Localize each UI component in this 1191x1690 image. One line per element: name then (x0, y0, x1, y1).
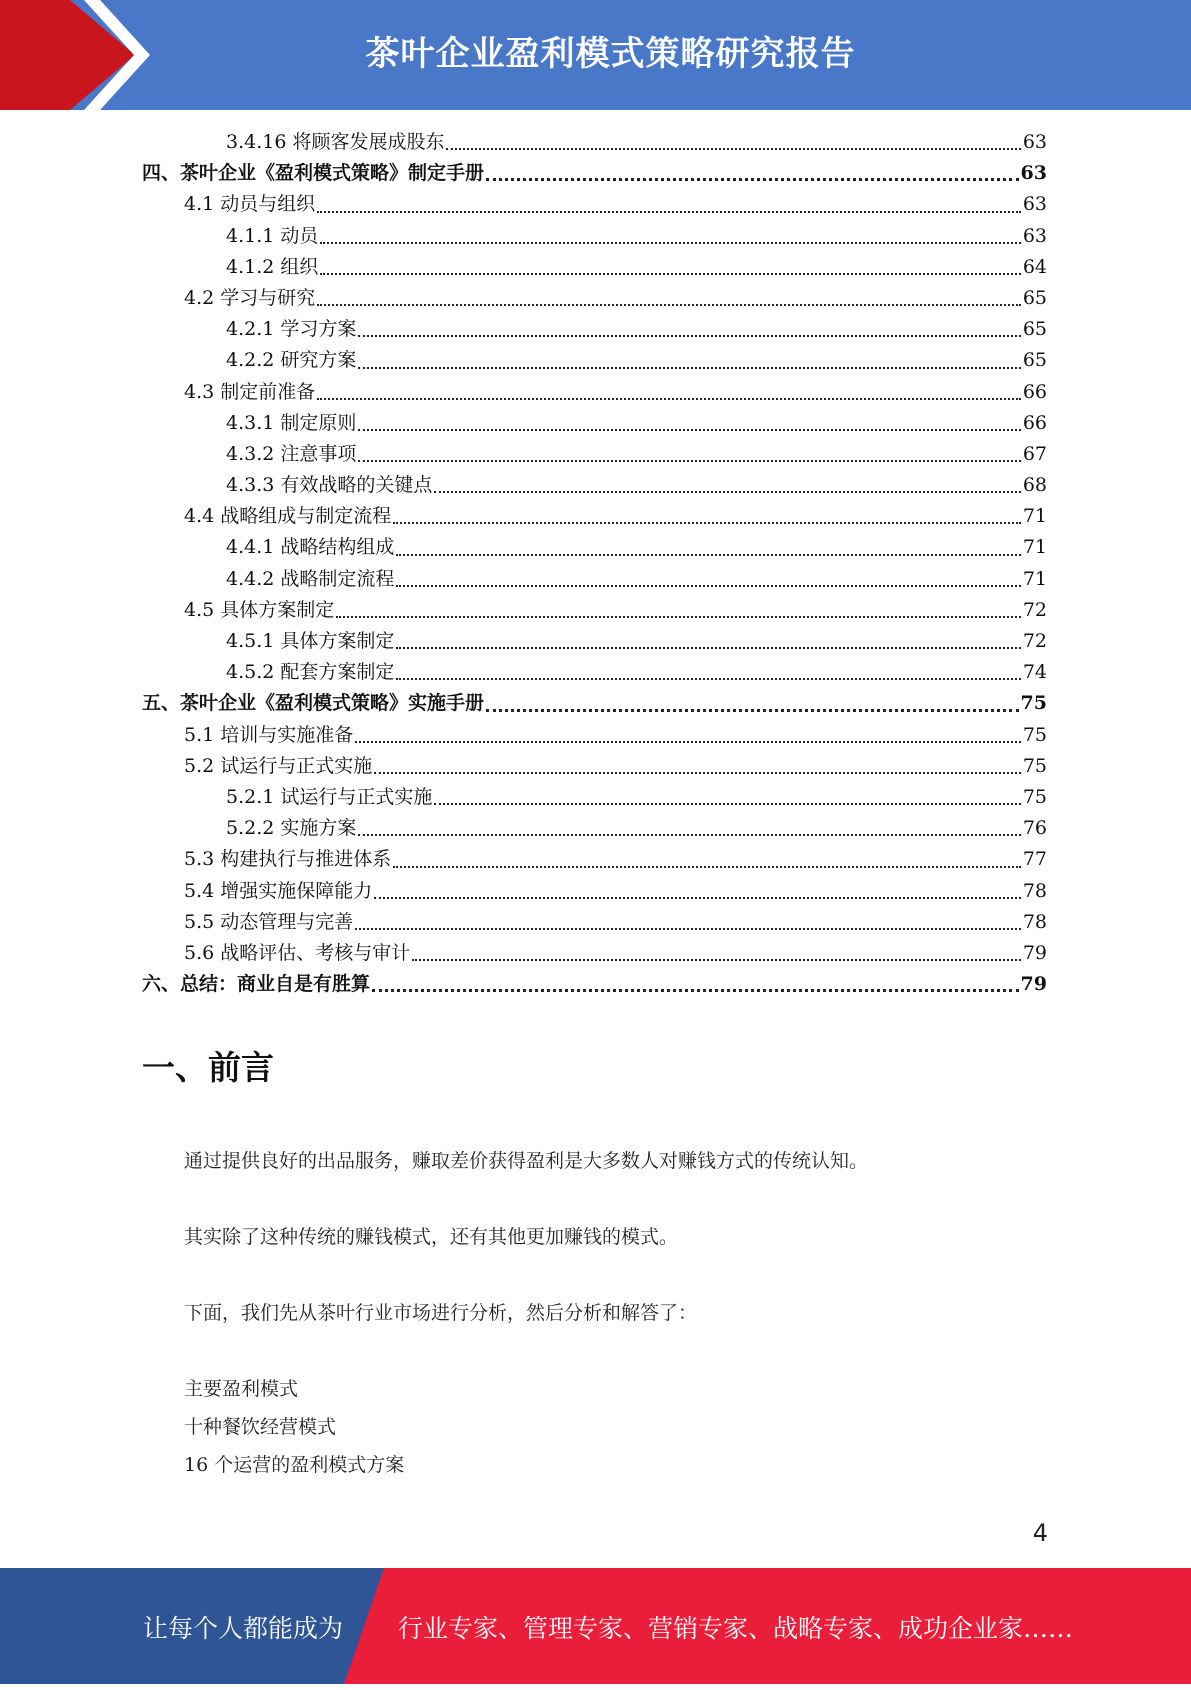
toc-entry-title: 3.4.16 将顾客发展成股东 (226, 131, 445, 153)
toc-page-number: 66 (1022, 380, 1047, 403)
toc-page-number: 63 (1022, 193, 1047, 216)
list-item: 十种餐饮经营模式 (184, 1416, 337, 1438)
toc-page-number: 66 (1022, 411, 1047, 434)
toc-entry-title: 5.4 增强实施保障能力 (184, 879, 373, 902)
toc-page-number: 68 (1022, 474, 1047, 497)
toc-entry-title: 4.4.2 战略制定流程 (226, 567, 395, 590)
toc-entry-title: 五、茶叶企业《盈利模式策略》实施手册 (142, 692, 485, 715)
toc-page-number: 74 (1022, 661, 1047, 684)
toc-dot-leader (434, 803, 1020, 805)
toc-entry-title: 4.4 战略组成与制定流程 (184, 505, 392, 528)
toc-entry[interactable] (142, 564, 1047, 595)
toc-dot-leader (355, 928, 1021, 930)
toc-page-number: 75 (1022, 723, 1047, 746)
toc-page-number: 64 (1022, 255, 1047, 278)
toc-page-number: 65 (1022, 286, 1047, 309)
toc-dot-leader (320, 242, 1020, 244)
toc-dot-leader (336, 616, 1021, 618)
toc-dot-leader (372, 989, 1019, 992)
toc-entry-title: 4.3 制定前准备 (184, 380, 316, 403)
toc-entry-title: 5.2.1 试运行与正式实施 (226, 785, 433, 808)
toc-entry[interactable] (142, 408, 1047, 439)
toc-entry[interactable] (142, 439, 1047, 470)
toc-entry[interactable] (142, 969, 1047, 1000)
toc-entry-title: 4.2.1 学习方案 (226, 318, 357, 341)
toc-entry[interactable] (142, 626, 1047, 657)
header-title: 茶叶企业盈利模式策略研究报告 (365, 34, 856, 74)
toc-dot-leader (434, 491, 1020, 493)
toc-page-number: 79 (1020, 973, 1047, 996)
toc-dot-leader (374, 897, 1021, 899)
toc-page-number: 76 (1022, 817, 1047, 840)
toc-entry[interactable] (142, 283, 1047, 314)
toc-dot-leader (317, 398, 1021, 400)
toc-entry-title: 4.5.1 具体方案制定 (226, 630, 395, 652)
footer-slogan-left: 让每个人都能成为 (143, 1614, 344, 1643)
toc-page-number: 75 (1022, 785, 1047, 808)
toc-dot-leader (317, 304, 1021, 306)
toc-entry[interactable] (142, 532, 1047, 563)
toc-dot-leader (486, 709, 1019, 712)
toc-entry-title: 4.3.3 有效战略的关键点 (226, 474, 433, 497)
toc-entry-title: 四、茶叶企业《盈利模式策略》制定手册 (142, 162, 485, 185)
toc-entry[interactable] (142, 907, 1047, 938)
body-paragraph: 通过提供良好的出品服务，赚取差价获得盈利是大多数人对赚钱方式的传统认知。 (184, 1150, 869, 1172)
toc-entry[interactable] (142, 782, 1047, 813)
footer-band (0, 1568, 1191, 1684)
table-of-contents (142, 127, 1047, 1000)
toc-dot-leader (446, 148, 1020, 150)
toc-page-number: 67 (1022, 442, 1047, 465)
toc-entry-title: 4.5 具体方案制定 (184, 598, 335, 621)
toc-dot-leader (393, 866, 1021, 868)
toc-dot-leader (412, 959, 1021, 961)
toc-entry[interactable] (142, 876, 1047, 907)
toc-entry-title: 六、总结：商业自是有胜算 (142, 973, 371, 996)
toc-page-number: 79 (1022, 941, 1047, 964)
toc-page-number: 71 (1022, 567, 1047, 590)
toc-page-number: 78 (1022, 879, 1047, 902)
toc-entry[interactable] (142, 377, 1047, 408)
toc-entry-title: 4.2.2 研究方案 (226, 349, 357, 372)
toc-page-number: 78 (1022, 910, 1047, 933)
toc-entry-title: 5.6 战略评估、考核与审计 (184, 941, 411, 964)
toc-page-number: 77 (1022, 848, 1047, 871)
toc-dot-leader (396, 678, 1020, 680)
toc-page-number: 72 (1022, 598, 1047, 621)
toc-page-number: 65 (1022, 349, 1047, 372)
toc-entry[interactable] (142, 314, 1047, 345)
toc-page-number: 71 (1022, 505, 1047, 528)
toc-dot-leader (358, 429, 1020, 431)
toc-dot-leader (358, 335, 1020, 337)
body-paragraph: 其实除了这种传统的赚钱模式，还有其他更加赚钱的模式。 (184, 1226, 679, 1248)
section-heading: 一、前言 (142, 1048, 274, 1087)
toc-dot-leader (396, 647, 1020, 649)
body-paragraph: 下面，我们先从茶叶行业市场进行分析，然后分析和解答了： (184, 1302, 698, 1324)
toc-page-number: 72 (1022, 630, 1047, 652)
toc-page-number: 63 (1022, 131, 1047, 153)
toc-page-number: 63 (1022, 224, 1047, 247)
toc-dot-leader (393, 522, 1021, 524)
header-band (0, 0, 1191, 110)
toc-page-number: 63 (1020, 162, 1047, 185)
footer-slogan-right: 行业专家、管理专家、营销专家、战略专家、成功企业家…… (398, 1614, 1074, 1643)
toc-dot-leader (317, 211, 1021, 213)
toc-entry[interactable] (142, 844, 1047, 875)
toc-entry-title: 4.3.2 注意事项 (226, 442, 357, 465)
toc-entry[interactable] (142, 813, 1047, 844)
toc-entry-title: 4.4.1 战略结构组成 (226, 536, 395, 559)
toc-entry[interactable] (142, 688, 1047, 719)
toc-page-number: 75 (1022, 754, 1047, 777)
toc-dot-leader (355, 741, 1021, 743)
toc-entry-title: 4.2 学习与研究 (184, 286, 316, 309)
toc-entry-title: 4.1 动员与组织 (184, 193, 316, 216)
toc-entry[interactable] (142, 221, 1047, 252)
toc-dot-leader (396, 554, 1020, 556)
toc-dot-leader (320, 273, 1020, 275)
toc-page-number: 65 (1022, 318, 1047, 341)
toc-entry-title: 5.3 构建执行与推进体系 (184, 848, 392, 871)
toc-entry-title: 4.5.2 配套方案制定 (226, 661, 395, 684)
toc-entry-title: 4.1.1 动员 (226, 224, 319, 247)
toc-dot-leader (486, 178, 1019, 181)
toc-entry[interactable] (142, 252, 1047, 283)
toc-entry-title: 4.1.2 组织 (226, 255, 319, 278)
page-number: 4 (1032, 1519, 1048, 1547)
toc-entry[interactable] (142, 595, 1047, 626)
toc-entry[interactable] (142, 158, 1047, 189)
toc-entry-title: 5.1 培训与实施准备 (184, 723, 354, 746)
toc-entry-title: 5.2 试运行与正式实施 (184, 754, 373, 777)
toc-entry-title: 5.2.2 实施方案 (226, 817, 357, 840)
toc-dot-leader (358, 367, 1020, 369)
toc-entry[interactable] (142, 720, 1047, 751)
toc-entry[interactable] (142, 189, 1047, 220)
toc-dot-leader (374, 772, 1021, 774)
list-item: 16 个运营的盈利模式方案 (184, 1454, 405, 1476)
toc-dot-leader (396, 585, 1020, 587)
toc-entry[interactable] (142, 127, 1047, 158)
toc-entry[interactable] (142, 345, 1047, 376)
list-item: 主要盈利模式 (184, 1378, 299, 1400)
toc-entry[interactable] (142, 657, 1047, 688)
toc-dot-leader (358, 460, 1020, 462)
toc-entry-title: 5.5 动态管理与完善 (184, 910, 354, 933)
toc-entry-title: 4.3.1 制定原则 (226, 411, 357, 434)
toc-page-number: 71 (1022, 536, 1047, 559)
toc-page-number: 75 (1020, 692, 1047, 715)
toc-entry[interactable] (142, 470, 1047, 501)
toc-entry[interactable] (142, 751, 1047, 782)
toc-entry[interactable] (142, 501, 1047, 532)
toc-entry[interactable] (142, 938, 1047, 969)
toc-dot-leader (358, 834, 1020, 836)
